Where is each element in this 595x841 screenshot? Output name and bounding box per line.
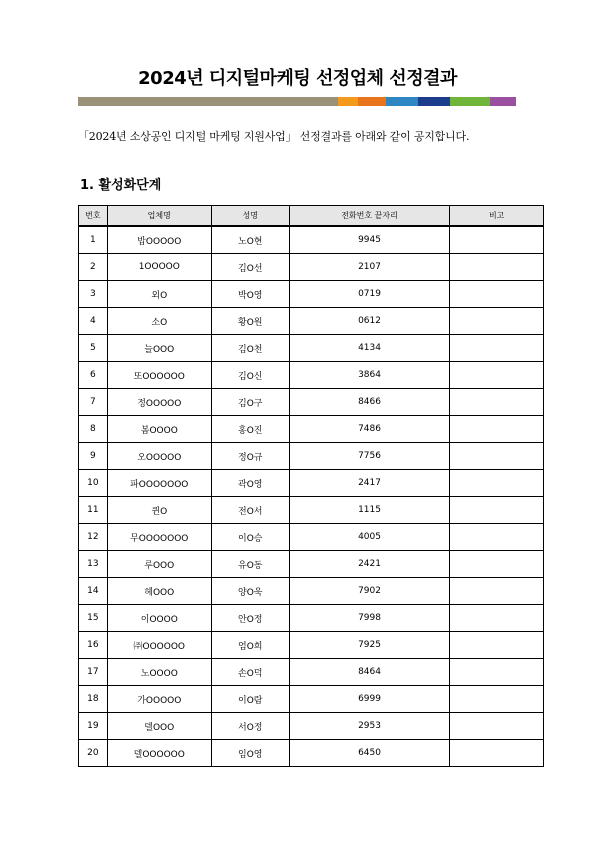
cell-number: 20 xyxy=(79,740,108,767)
table-row xyxy=(79,308,544,335)
cell-name: 김O구 xyxy=(211,389,289,416)
cell-note xyxy=(450,335,544,362)
cell-note xyxy=(450,362,544,389)
cell-company: 무OOOOOOO xyxy=(107,524,211,551)
cell-phone: 7902 xyxy=(289,578,450,605)
cell-note xyxy=(450,416,544,443)
cell-note xyxy=(450,226,544,254)
cell-phone: 2107 xyxy=(289,254,450,281)
color-bar-segment xyxy=(386,97,418,106)
cell-note xyxy=(450,605,544,632)
cell-phone: 2953 xyxy=(289,713,450,740)
document-title: 2024년 디지털마케팅 선정업체 선정결과 xyxy=(138,68,457,89)
cell-note xyxy=(450,659,544,686)
cell-phone: 4005 xyxy=(289,524,450,551)
cell-name: 안O정 xyxy=(211,605,289,632)
cell-number: 7 xyxy=(79,389,108,416)
cell-note xyxy=(450,497,544,524)
cell-name: 전O서 xyxy=(211,497,289,524)
cell-phone: 7998 xyxy=(289,605,450,632)
cell-phone: 1115 xyxy=(289,497,450,524)
cell-phone: 9945 xyxy=(289,226,450,254)
cell-name: 박O영 xyxy=(211,281,289,308)
cell-company: 루OOO xyxy=(107,551,211,578)
cell-note xyxy=(450,578,544,605)
color-bar-segment xyxy=(418,97,450,106)
color-bar-segment xyxy=(358,97,386,106)
cell-company: 1OOOOO xyxy=(107,254,211,281)
color-bar-segment xyxy=(450,97,490,106)
cell-name: 홍O진 xyxy=(211,416,289,443)
table-row xyxy=(79,686,544,713)
table-header-row xyxy=(79,206,544,227)
cell-company: 델OOOOOO xyxy=(107,740,211,767)
cell-number: 4 xyxy=(79,308,108,335)
cell-phone: 7925 xyxy=(289,632,450,659)
cell-note xyxy=(450,254,544,281)
table-row xyxy=(79,659,544,686)
cell-company: 노OOOO xyxy=(107,659,211,686)
cell-name: 서O정 xyxy=(211,713,289,740)
cell-phone: 0719 xyxy=(289,281,450,308)
table-row xyxy=(79,551,544,578)
cell-name: 임O영 xyxy=(211,740,289,767)
cell-company: 오OOOOO xyxy=(107,443,211,470)
cell-note xyxy=(450,389,544,416)
table-row xyxy=(79,605,544,632)
cell-name: 노O현 xyxy=(211,226,289,254)
cell-number: 17 xyxy=(79,659,108,686)
table-row xyxy=(79,632,544,659)
cell-name: 양O욱 xyxy=(211,578,289,605)
table-row xyxy=(79,226,544,254)
cell-name: 정O규 xyxy=(211,443,289,470)
table-row xyxy=(79,443,544,470)
cell-note xyxy=(450,713,544,740)
cell-name: 황O원 xyxy=(211,308,289,335)
header-note: 비고 xyxy=(450,206,544,227)
cell-name: 곽O영 xyxy=(211,470,289,497)
cell-phone: 4134 xyxy=(289,335,450,362)
section-title: 1. 활성화단계 xyxy=(80,178,162,193)
header-number: 번호 xyxy=(79,206,108,227)
cell-number: 11 xyxy=(79,497,108,524)
cell-phone: 8464 xyxy=(289,659,450,686)
cell-number: 6 xyxy=(79,362,108,389)
cell-company: 이OOOO xyxy=(107,605,211,632)
header-phone: 전화번호 끝자리 xyxy=(289,206,450,227)
cell-phone: 8466 xyxy=(289,389,450,416)
cell-note xyxy=(450,308,544,335)
cell-name: 김O신 xyxy=(211,362,289,389)
table-row xyxy=(79,362,544,389)
table-row xyxy=(79,578,544,605)
cell-name: 김O천 xyxy=(211,335,289,362)
cell-name: 김O선 xyxy=(211,254,289,281)
cell-note xyxy=(450,551,544,578)
table-row xyxy=(79,254,544,281)
cell-phone: 7486 xyxy=(289,416,450,443)
header-company: 업체명 xyxy=(107,206,211,227)
cell-company: 봄OOOO xyxy=(107,416,211,443)
table-row xyxy=(79,470,544,497)
cell-number: 2 xyxy=(79,254,108,281)
cell-note xyxy=(450,443,544,470)
cell-note xyxy=(450,470,544,497)
cell-note xyxy=(450,524,544,551)
cell-company: 늘OOO xyxy=(107,335,211,362)
color-bar-segment xyxy=(490,97,516,106)
cell-phone: 2417 xyxy=(289,470,450,497)
cell-company: 가OOOOO xyxy=(107,686,211,713)
selection-table xyxy=(78,205,544,767)
cell-number: 8 xyxy=(79,416,108,443)
cell-phone: 2421 xyxy=(289,551,450,578)
header-name: 성명 xyxy=(211,206,289,227)
cell-company: ㈜OOOOOO xyxy=(107,632,211,659)
cell-number: 9 xyxy=(79,443,108,470)
cell-number: 15 xyxy=(79,605,108,632)
cell-note xyxy=(450,686,544,713)
cell-number: 3 xyxy=(79,281,108,308)
cell-number: 18 xyxy=(79,686,108,713)
table-row xyxy=(79,335,544,362)
cell-company: 파OOOOOOO xyxy=(107,470,211,497)
cell-name: 유O동 xyxy=(211,551,289,578)
cell-company: 또OOOOOO xyxy=(107,362,211,389)
title-color-bar xyxy=(78,97,516,106)
table-row xyxy=(79,281,544,308)
cell-name: 이O승 xyxy=(211,524,289,551)
color-bar-segment xyxy=(78,97,338,106)
cell-number: 14 xyxy=(79,578,108,605)
cell-phone: 0612 xyxy=(289,308,450,335)
cell-company: 밥OOOOO xyxy=(107,226,211,254)
cell-phone: 6999 xyxy=(289,686,450,713)
cell-company: 소O xyxy=(107,308,211,335)
cell-phone: 6450 xyxy=(289,740,450,767)
cell-phone: 3864 xyxy=(289,362,450,389)
table-row xyxy=(79,416,544,443)
table-row xyxy=(79,389,544,416)
table-row xyxy=(79,713,544,740)
cell-note xyxy=(450,281,544,308)
cell-company: 정OOOOO xyxy=(107,389,211,416)
cell-number: 16 xyxy=(79,632,108,659)
cell-number: 10 xyxy=(79,470,108,497)
cell-company: 델OOO xyxy=(107,713,211,740)
table-body xyxy=(79,226,544,767)
cell-number: 19 xyxy=(79,713,108,740)
intro-text: 「2024년 소상공인 디지털 마케팅 지원사업」 선정결과를 아래와 같이 공지합니다. xyxy=(78,130,470,143)
cell-name: 이O람 xyxy=(211,686,289,713)
table-row xyxy=(79,524,544,551)
cell-company: 외O xyxy=(107,281,211,308)
cell-number: 5 xyxy=(79,335,108,362)
cell-name: 엄O희 xyxy=(211,632,289,659)
cell-note xyxy=(450,740,544,767)
cell-company: 퀸O xyxy=(107,497,211,524)
table-row xyxy=(79,740,544,767)
cell-phone: 7756 xyxy=(289,443,450,470)
cell-number: 1 xyxy=(79,226,108,254)
table-row xyxy=(79,497,544,524)
cell-number: 12 xyxy=(79,524,108,551)
cell-company: 헤OOO xyxy=(107,578,211,605)
cell-name: 손O덕 xyxy=(211,659,289,686)
cell-note xyxy=(450,632,544,659)
color-bar-segment xyxy=(338,97,358,106)
cell-number: 13 xyxy=(79,551,108,578)
